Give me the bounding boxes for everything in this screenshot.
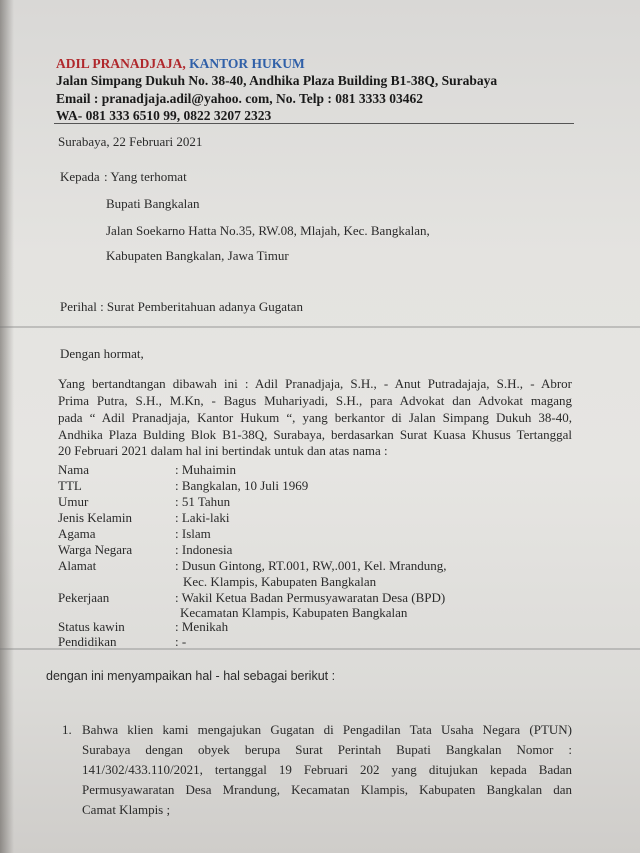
client-label: Alamat bbox=[58, 558, 97, 573]
client-value: : Laki-laki bbox=[175, 510, 230, 525]
point-line: Permusyawaratan Desa Mrandung, Kecamatan Klampis, Kabupaten Bangkalan dan bbox=[82, 782, 572, 797]
letter-subject: Perihal : Surat Pemberitahuan adanya Gugatan bbox=[60, 299, 303, 314]
letterhead-title bbox=[56, 56, 305, 72]
recipient-salutation: : Yang terhomat bbox=[104, 169, 187, 184]
greeting: Dengan hormat, bbox=[60, 346, 144, 361]
letterhead-divider bbox=[54, 123, 574, 124]
client-value: Kec. Klampis, Kabupaten Bangkalan bbox=[183, 574, 377, 589]
client-label: Status kawin bbox=[58, 619, 125, 634]
point-line: 141/302/433.110/2021, tertanggal 19 Februari 202 yang ditujukan kepada Badan bbox=[82, 762, 572, 777]
recipient-label: Kepada bbox=[60, 169, 100, 184]
letterhead-wa: WA- 081 333 6510 99, 0822 3207 2323 bbox=[56, 108, 272, 123]
point-line: Bahwa klien kami mengajukan Gugatan di Pengadilan Tata Usaha Negara (PTUN) bbox=[82, 722, 572, 737]
client-value: : Dusun Gintong, RT.001, RW,.001, Kel. Mrandung, bbox=[175, 558, 447, 573]
client-value: : 51 Tahun bbox=[175, 494, 231, 509]
intro-line: pada “ Adil Pranadjaja, Kantor Hukum “, yang berkantor di Jalan Simpang Dukuh 38-40, bbox=[58, 410, 572, 425]
paper-fold bbox=[0, 326, 640, 328]
client-value: : - bbox=[175, 634, 187, 649]
point-number: 1. bbox=[62, 722, 72, 737]
point-line: Camat Klampis ; bbox=[82, 802, 171, 817]
client-label: TTL bbox=[58, 478, 82, 493]
recipient-name: Bupati Bangkalan bbox=[106, 196, 200, 211]
letterhead-address: Jalan Simpang Dukuh No. 38-40, Andhika Plaza Building B1-38Q, Surabaya bbox=[56, 73, 498, 88]
client-label: Jenis Kelamin bbox=[58, 510, 133, 525]
transition-text: dengan ini menyampaikan hal - hal sebagai berikut : bbox=[46, 669, 336, 683]
intro-line: Prima Putra, S.H., M.Kn, - Bagus Muhariyadi, S.H., para Advokat dan Advokat magang bbox=[58, 393, 572, 408]
client-value: Kecamatan Klampis, Kabupaten Bangkalan bbox=[180, 605, 408, 620]
client-label: Agama bbox=[58, 526, 96, 541]
page-shadow bbox=[0, 0, 14, 853]
intro-line: Yang bertandtangan dibawah ini : Adil Pranadjaja, S.H., - Anut Putradajaja, S.H., - Abror bbox=[58, 376, 572, 391]
letter-date: Surabaya, 22 Februari 2021 bbox=[58, 134, 203, 149]
recipient-street: Jalan Soekarno Hatta No.35, RW.08, Mlajah, Kec. Bangkalan, bbox=[106, 223, 430, 238]
firm-name: ADIL PRANADJAJA, bbox=[56, 56, 186, 71]
client-value: : Wakil Ketua Badan Permusyawaratan Desa (BPD) bbox=[175, 590, 446, 605]
client-label: Warga Negara bbox=[58, 542, 133, 557]
intro-line: 20 Februari 2021 dalam hal ini bertindak untuk dan atas nama : bbox=[58, 443, 388, 458]
client-value: : Islam bbox=[175, 526, 211, 541]
client-value: : Menikah bbox=[175, 619, 229, 634]
client-label: Umur bbox=[58, 494, 89, 509]
office-name: KANTOR HUKUM bbox=[189, 56, 305, 71]
intro-line: Andhika Plaza Bulding Blok B1-38Q, Surabaya, berdasarkan Surat Kuasa Khusus Tertanggal bbox=[58, 427, 572, 442]
letterhead-contact: Email : pranadjaja.adil@yahoo. com, No. Telp : 081 3333 03462 bbox=[56, 91, 423, 106]
client-value: : Bangkalan, 10 Juli 1969 bbox=[175, 478, 309, 493]
client-value: : Muhaimin bbox=[175, 462, 237, 477]
recipient-region: Kabupaten Bangkalan, Jawa Timur bbox=[106, 248, 289, 263]
client-label: Pendidikan bbox=[58, 634, 117, 649]
point-line: Surabaya dengan obyek berupa Surat Perintah Bupati Bangkalan Nomor : bbox=[82, 742, 572, 757]
client-label: Pekerjaan bbox=[58, 590, 110, 605]
client-label: Nama bbox=[58, 462, 90, 477]
client-value: : Indonesia bbox=[175, 542, 233, 557]
